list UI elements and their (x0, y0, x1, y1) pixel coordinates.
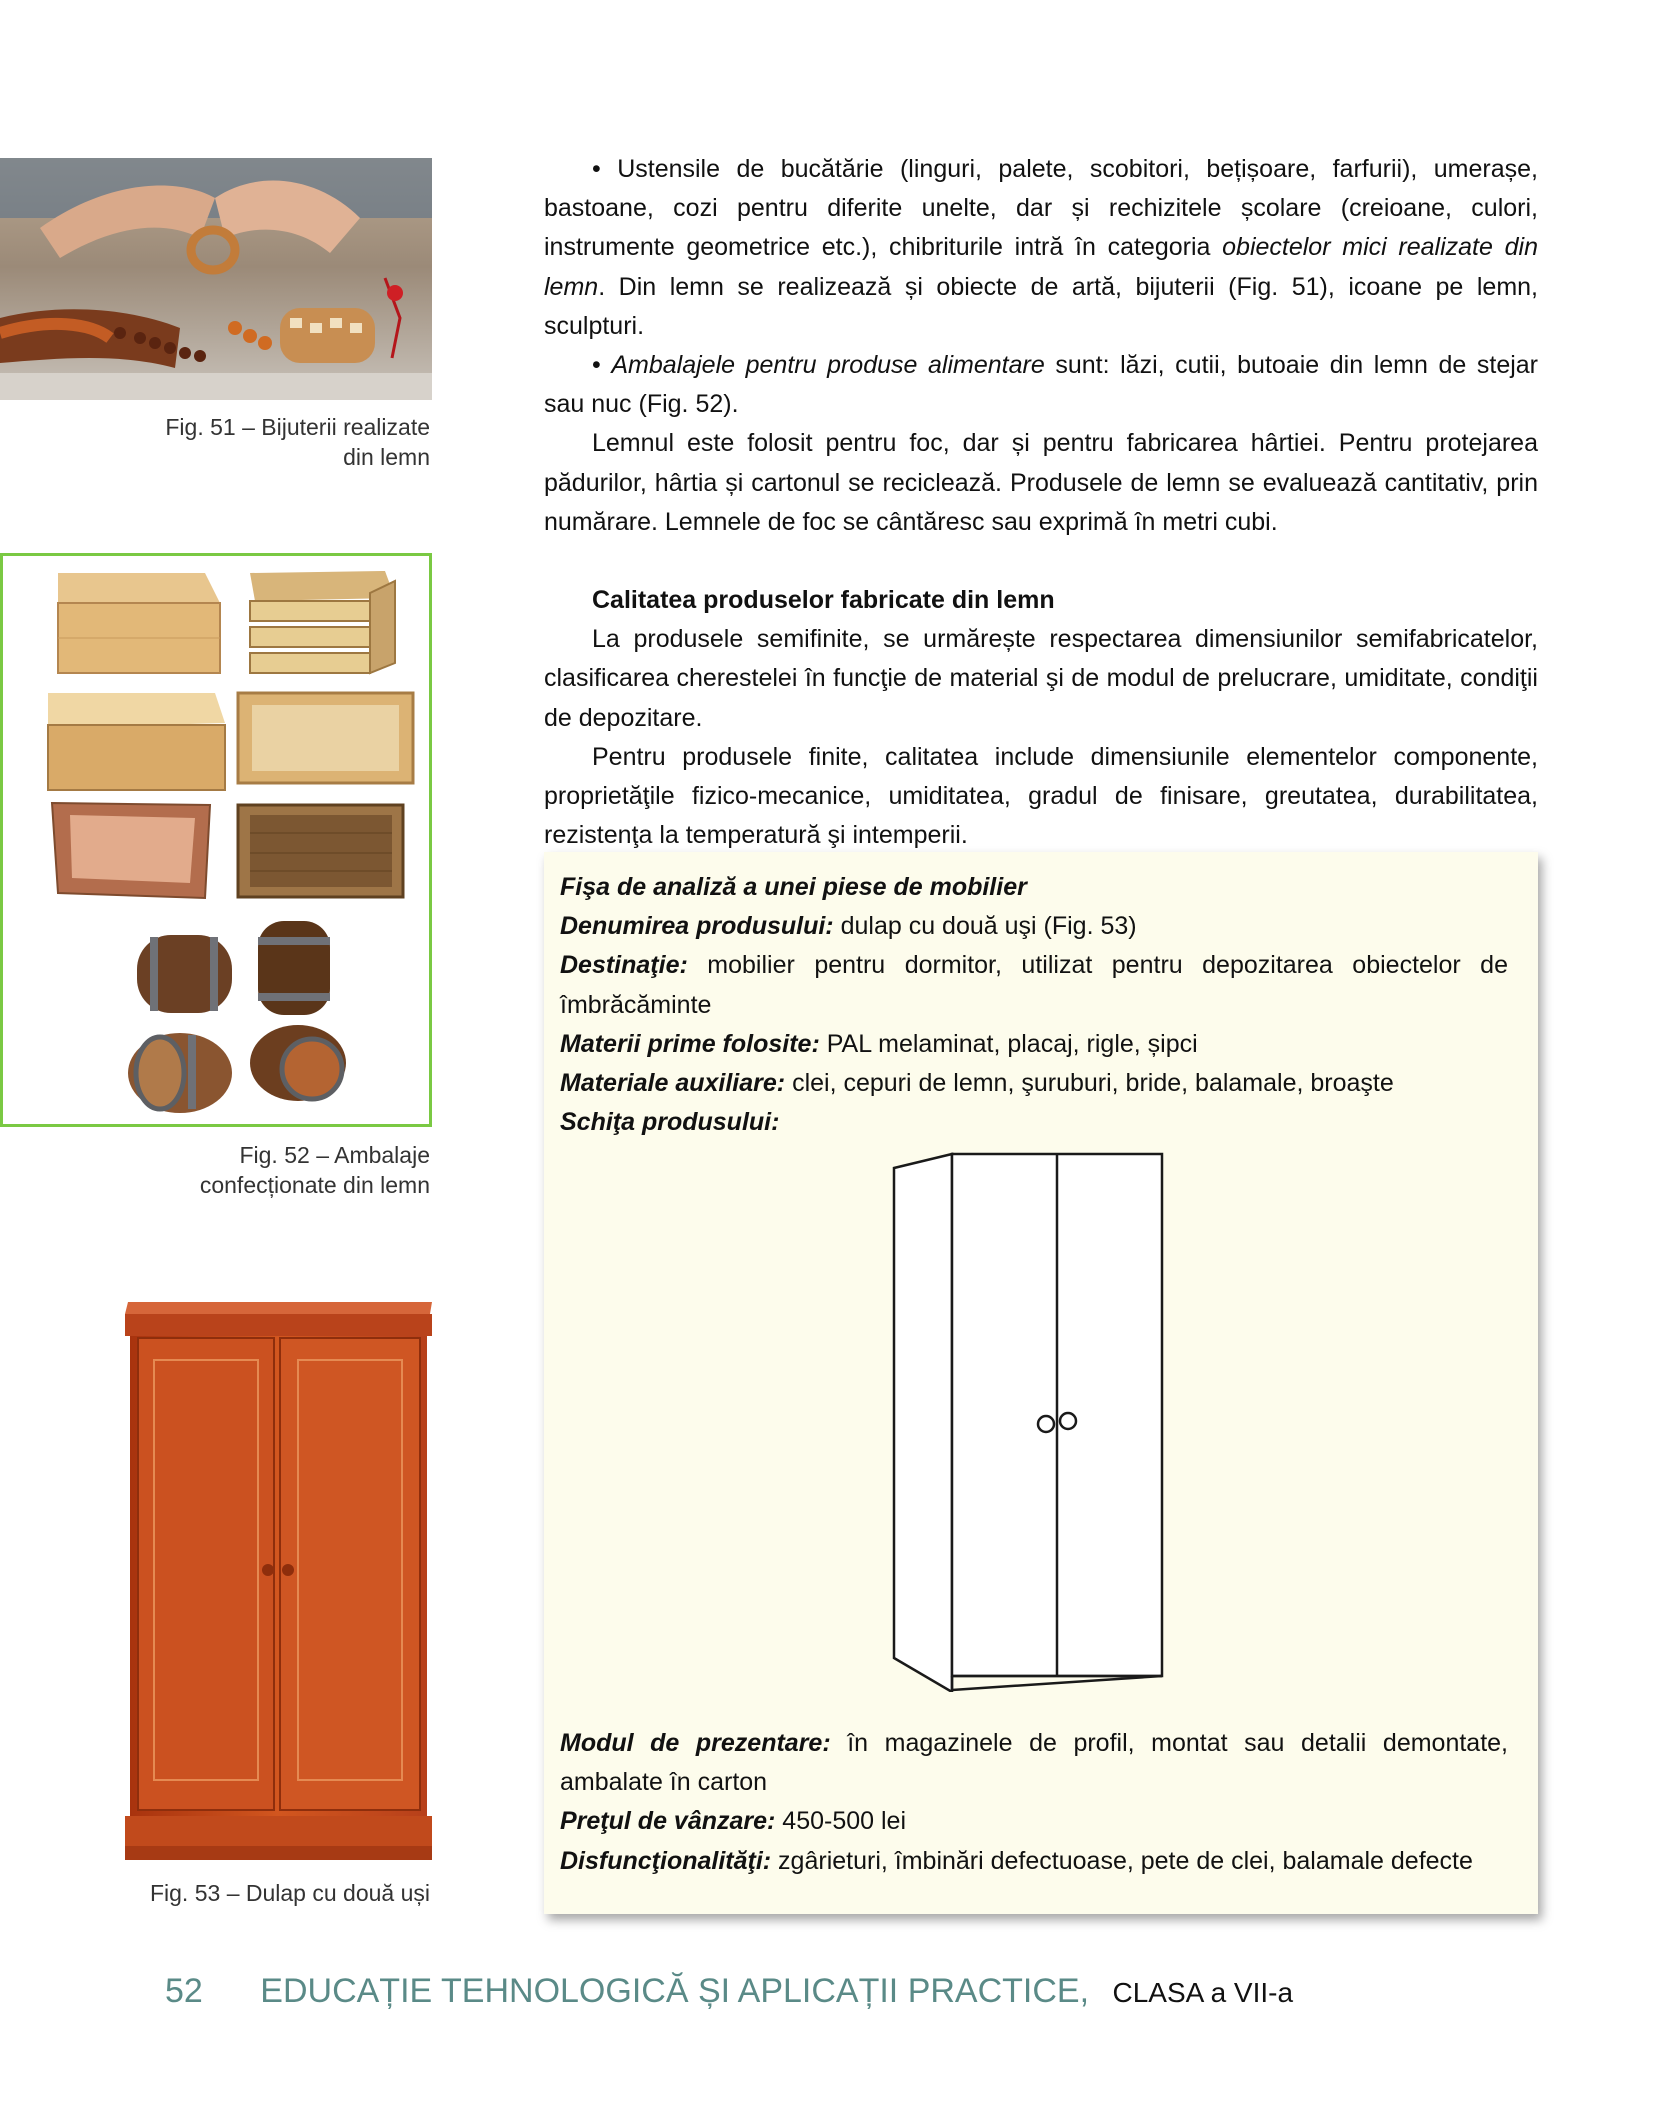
card-row-defects: Disfuncţionalităţi: zgârieturi, îmbinări defectuoase, pete de clei, balamale defecte (560, 1846, 1473, 1875)
card-row-aux-materials: Materiale auxiliare: clei, cepuri de lemn, şuruburi, bride, balamale, broaşte (560, 1069, 1394, 1098)
card-row-presentation: Modul de prezentare: în magazinele de profil, montat sau detalii demontate, ambalate în carton (560, 1729, 1509, 1797)
page-number: 52 (165, 1972, 203, 2010)
fig52-caption: Fig. 52 – Ambalaje confecționate din lemn (199, 1142, 430, 1198)
paragraph-small-objects: • Ustensile de bucătărie (linguri, palete, scobitori, bețișoare, farfurii), umerașe, bastoane, cozi pentru diferite unelte, dar și rechizitele școlare (creioane, culori, instrumente geometrice etc.), chibriturile intră în categoria obiectelor mici realizate din lemn. Din lemn se realizează și obiecte de artă, bijuterii (Fig. 51), icoane pe lemn, sculpturi. (544, 155, 1538, 340)
paragraph-finished: Pentru produsele finite, calitatea include dimensiunile elementelor componente, proprietăţile fizico-mecanice, umiditatea, gradul de finisare, greutatea, durabilitatea, rezistenţa la temperatură şi intemperii. (544, 742, 1538, 850)
analysis-card (544, 852, 1538, 1914)
fig53-wardrobe-photo (120, 1300, 435, 1862)
card-row-price: Preţul de vânzare: 450-500 lei (560, 1807, 907, 1836)
paragraph-packaging: • Ambalajele pentru produse alimentare sunt: lăzi, cutii, butoaie din lemn de stejar sau nuc (Fig. 52). (544, 351, 1539, 419)
main-text (544, 150, 1538, 855)
card-title: Fişa de analiză a unei piese de mobilier (560, 873, 1027, 901)
paragraph-firewood: Lemnul este folosit pentru foc, dar și pentru fabricarea hârtiei. Pentru protejarea pădurilor, hârtia și cartonul se reciclează. Produsele de lemn se evaluează cantitativ, prin numărare. Lemnele de foc se cântăresc sau exprimă în metri cubi. (544, 429, 1538, 536)
fig52-photo (0, 553, 432, 1127)
section-heading: Calitatea produselor fabricate din lemn (592, 586, 1055, 615)
card-row-destination: Destinaţie: mobilier pentru dormitor, utilizat pentru depozitarea obiectelor de îmbrăcăminte (560, 951, 1508, 1019)
card-row-sketch: Schiţa produsului: (560, 1108, 780, 1137)
fig53-caption: Fig. 53 – Dulap cu două uși (149, 1880, 430, 1906)
card-bottom (560, 1724, 1508, 1881)
card-row-name: Denumirea produsului: dulap cu două uşi (Fig. 53) (560, 912, 1137, 941)
card-row-raw-materials: Materii prime folosite: PAL melaminat, placaj, rigle, șipci (560, 1029, 1198, 1058)
book-title: EDUCAȚIE TEHNOLOGICĂ ȘI APLICAȚII PRACTICE, (260, 1972, 1090, 2010)
fig51-caption: Fig. 51 – Bijuterii realizate din lemn (165, 414, 430, 470)
page-footer (165, 1972, 1293, 2011)
paragraph-semifinished: La produsele semifinite, se urmărește respectarea dimensiunilor semifabricatelor, clasificarea cherestelei în funcţie de material şi de modul de prelucrare, umiditate, condiţii de depozitare. (544, 625, 1538, 732)
wardrobe-sketch (892, 1152, 1172, 1704)
class-label: CLASA a VII-a (1112, 1977, 1294, 2008)
fig51-photo (0, 158, 432, 400)
